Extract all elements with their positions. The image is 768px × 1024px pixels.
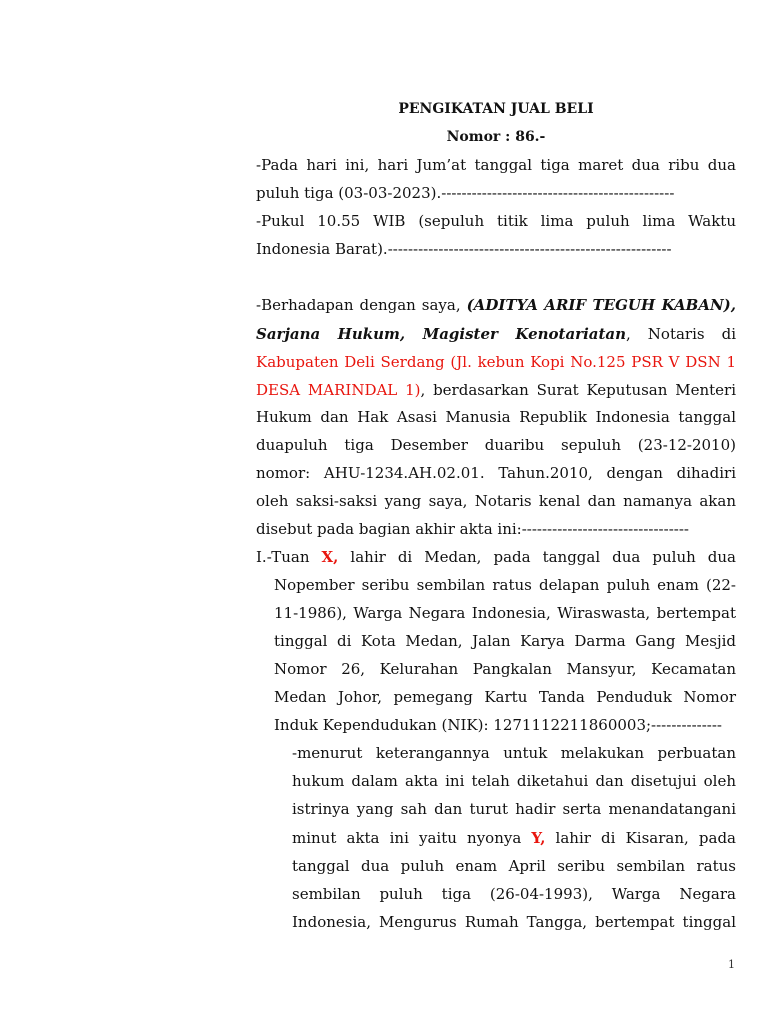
- document-title: PENGIKATAN JUAL BELI: [398, 101, 594, 117]
- text-line: [256, 380, 736, 400]
- text-line: puluh tiga (03-03-2023).----------------------------------------------: [256, 184, 675, 202]
- text-line: 11-1986), Warga Negara Indonesia, Wiraswasta, bertempat: [274, 604, 736, 622]
- text-line: Nopember seribu sembilan ratus delapan puluh enam (22-: [274, 576, 736, 594]
- text-line: [292, 828, 736, 848]
- text-line: tinggal di Kota Medan, Jalan Karya Darma Gang Mesjid: [274, 632, 736, 650]
- text-line: -Pukul 10.55 WIB (sepuluh titik lima puluh lima Waktu: [256, 212, 736, 230]
- text-segment: , berdasarkan Surat Keputusan Menteri: [420, 381, 737, 399]
- notary-title: Sarjana Hukum, Magister Kenotariatan: [256, 325, 627, 343]
- text-line: tanggal dua puluh enam April seribu sembilan ratus: [292, 857, 736, 875]
- text-line: hukum dalam akta ini telah diketahui dan disetujui oleh: [292, 772, 736, 790]
- notary-address-segment: DESA MARINDAL 1): [256, 381, 421, 399]
- text-segment: I.-Tuan: [256, 548, 322, 566]
- text-line: Indonesia Barat).--------------------------------------------------------: [256, 240, 672, 258]
- text-line: duapuluh tiga Desember duaribu sepuluh (23-12-2010): [256, 436, 736, 454]
- text-segment: lahir di Kisaran, pada: [545, 829, 736, 847]
- notary-name: (ADITYA ARIF TEGUH KABAN),: [466, 296, 736, 314]
- text-line: sembilan puluh tiga (26-04-1993), Warga Negara: [292, 885, 736, 903]
- text-line: [256, 324, 736, 344]
- party-name-y: Y,: [531, 829, 546, 847]
- text-line: Induk Kependudukan (NIK): 1271112211860003;--------------: [274, 716, 723, 734]
- text-line: Hukum dan Hak Asasi Manusia Republik Indonesia tanggal: [256, 408, 736, 426]
- page-number: 1: [728, 958, 735, 971]
- text-line: Indonesia, Mengurus Rumah Tangga, bertempat tinggal: [292, 913, 736, 931]
- text-line: -menurut keterangannya untuk melakukan perbuatan: [292, 744, 736, 762]
- text-line: [256, 547, 736, 567]
- text-line: disebut pada bagian akhir akta ini:---------------------------------: [256, 520, 689, 538]
- text-line: istrinya yang sah dan turut hadir serta menandatangani: [292, 800, 736, 818]
- text-segment: , Notaris di: [626, 325, 736, 343]
- text-line: nomor: AHU-1234.AH.02.01. Tahun.2010, dengan dihadiri: [256, 464, 736, 482]
- text-segment: -Berhadapan dengan saya,: [256, 296, 467, 314]
- party-name-x: X,: [321, 548, 339, 566]
- text-segment: minut akta ini yaitu nyonya: [292, 829, 532, 847]
- notary-address-line: Kabupaten Deli Serdang (Jl. kebun Kopi No.125 PSR V DSN 1: [256, 353, 736, 371]
- text-segment: lahir di Medan, pada tanggal dua puluh dua: [338, 548, 737, 566]
- text-line: Medan Johor, pemegang Kartu Tanda Penduduk Nomor: [274, 688, 736, 706]
- text-line: [256, 295, 736, 315]
- text-line: -Pada hari ini, hari Jum’at tanggal tiga maret dua ribu dua: [256, 156, 736, 174]
- text-line: oleh saksi-saksi yang saya, Notaris kenal dan namanya akan: [256, 492, 736, 510]
- text-line: Nomor 26, Kelurahan Pangkalan Mansyur, Kecamatan: [274, 660, 736, 678]
- document-number: Nomor : 86.-: [446, 129, 546, 145]
